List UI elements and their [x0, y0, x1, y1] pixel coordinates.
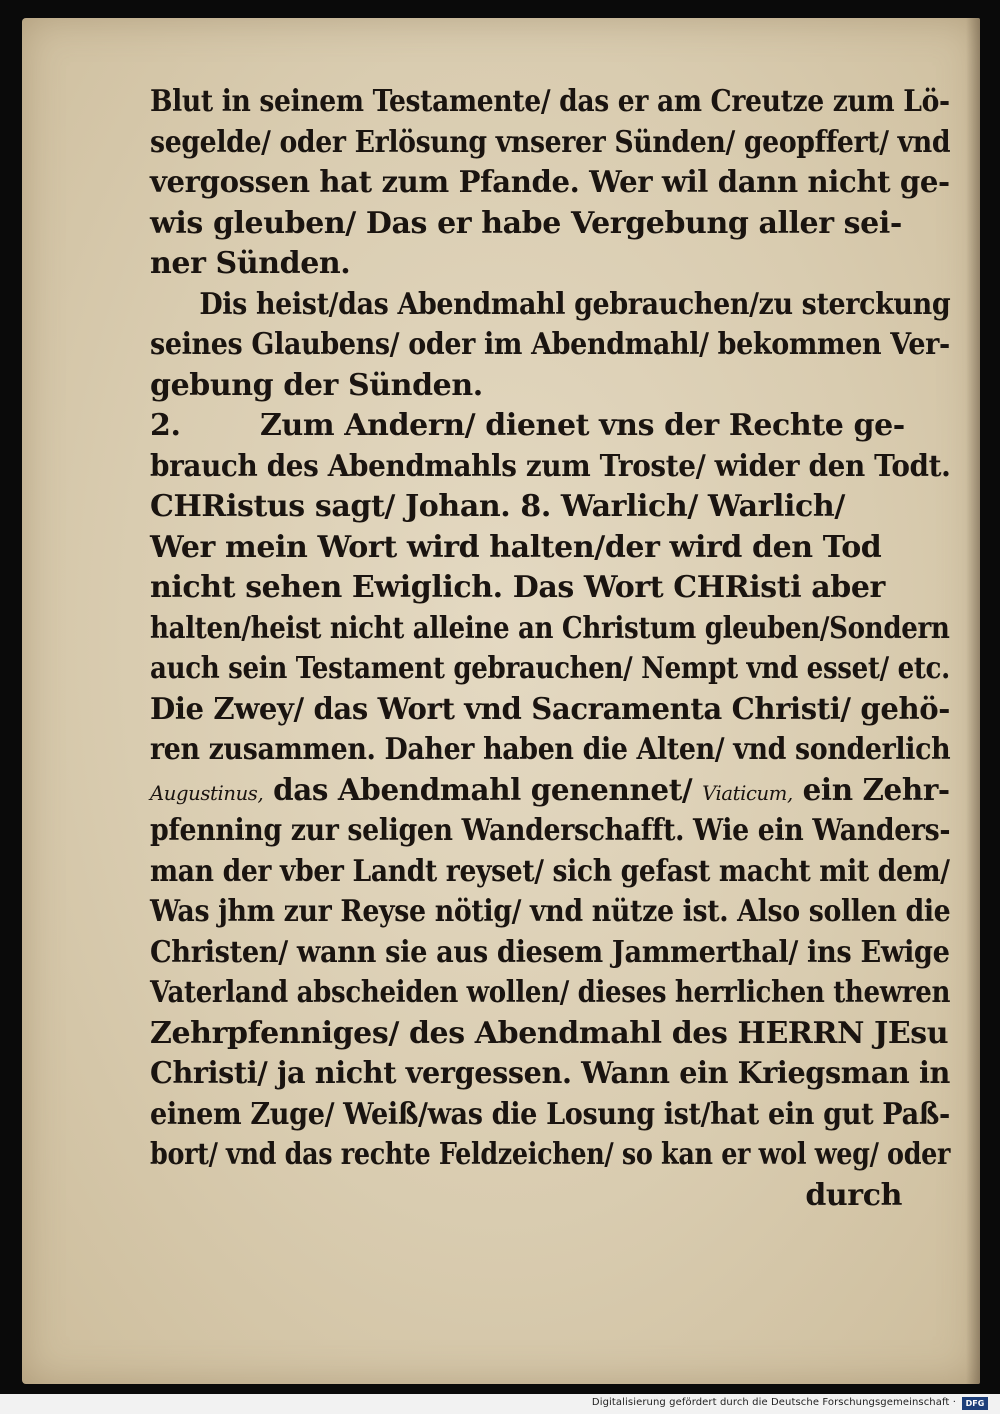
text-line: wis gleuben/ Das er habe Vergebung aller sei- [150, 205, 902, 241]
text-line: ner Sünden. [150, 246, 351, 281]
text-line: halten/heist nicht alleine an Christum gleuben/Sondern [150, 610, 950, 646]
text-line: bort/ vnd das rechte Feldzeichen/ so kan er wol weg/ oder [150, 1137, 951, 1172]
text-line: Christen/ wann sie aus diesem Jammerthal/ ins Ewige [150, 934, 950, 970]
text-line: Wer mein Wort wird halten/der wird den Tod [150, 529, 882, 565]
footer-bar [0, 1394, 1000, 1414]
text-line: CHRistus sagt/ Johan. 8. Warlich/ Warlich/ [150, 489, 845, 524]
line-text: Zum Andern/ dienet vns der Rechte ge- [260, 408, 905, 443]
text-line: Christi/ ja nicht vergessen. Wann ein Kriegsman in [150, 1056, 950, 1091]
line-text: ein Zehr- [792, 772, 950, 808]
text-line: Dis heist/das Abendmahl gebrauchen/zu sterckung [199, 286, 951, 322]
page-edge-shadow [966, 18, 980, 1384]
latin-word: Augustinus, [150, 780, 264, 805]
text-line: nicht sehen Ewiglich. Das Wort CHRisti aber [150, 570, 885, 605]
text-line: ren zusammen. Daher haben die Alten/ vnd sonderlich [150, 732, 951, 767]
text-line: pfenning zur seligen Wanderschafft. Wie ein Wanders- [150, 813, 951, 848]
dfg-logo: DFG [962, 1397, 988, 1410]
text-line: Was jhm zur Reyse nötig/ vnd nütze ist. Also sollen die [150, 894, 951, 929]
text-line: einem Zuge/ Weiß/was die Losung ist/hat ein gut Paß- [150, 1096, 950, 1132]
latin-word: Viaticum, [702, 780, 793, 805]
page-text-block [150, 82, 950, 1216]
text-line [150, 771, 950, 812]
funding-credit: Digitalisierung gefördert durch die Deutsche Forschungsgemeinschaft · [591, 1397, 956, 1408]
text-line: Blut in seinem Testamente/ das er am Creutze zum Lö- [150, 84, 950, 119]
text-line: Vaterland abscheiden wollen/ dieses herrlichen thewren [150, 975, 951, 1010]
text-line: gebung der Sünden. [150, 367, 483, 403]
line-text: das Abendmahl genennet/ [263, 772, 703, 808]
text-line: auch sein Testament gebrauchen/ Nempt vnd esset/ etc. [150, 651, 950, 686]
catchword: durch [805, 1177, 902, 1213]
text-line: brauch des Abendmahls zum Troste/ wider den Todt. [150, 448, 951, 484]
text-line: segelde/ oder Erlösung vnserer Sünden/ geopffert/ vnd [150, 124, 951, 160]
text-line: Zehrpfenniges/ des Abendmahl des HERRN JEsu [150, 1015, 949, 1051]
text-line [150, 406, 950, 447]
text-line: vergossen hat zum Pfande. Wer wil dann nicht ge- [150, 165, 950, 200]
paragraph-number: 2. [150, 408, 181, 443]
text-line: man der vber Landt reyset/ sich gefast macht mit dem/ [150, 853, 950, 889]
text-line: seines Glaubens/ oder im Abendmahl/ bekommen Ver- [150, 327, 950, 362]
text-line: Die Zwey/ das Wort vnd Sacramenta Christi/ gehö- [150, 691, 950, 727]
